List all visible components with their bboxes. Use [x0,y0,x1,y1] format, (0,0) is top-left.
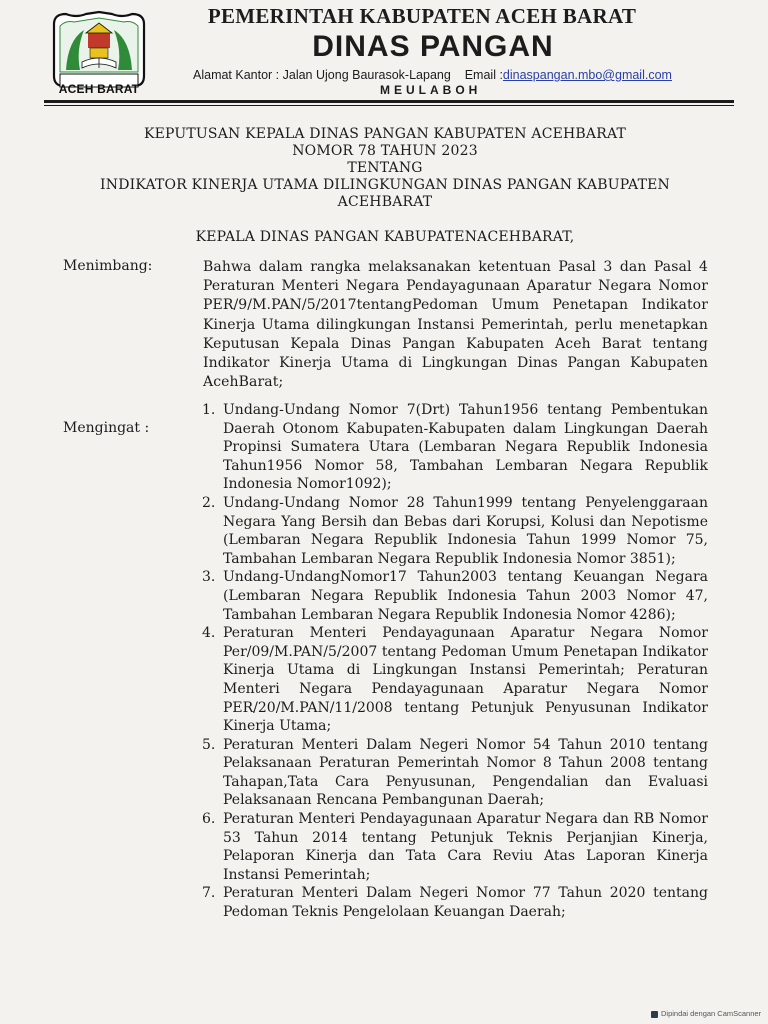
recalling-label: Mengingat : [63,420,150,436]
list-item: 1. Undang-Undang Nomor 7(Drt) Tahun1956 tentang Pembentukan Daerah Otonom Kabupaten-Kabupaten dalam Lingkungan Daerah Propinsi Sumatera Utara (Lembaran Negara Republik Indonesia Tahun1956 Nomor 58, Tambahan Lembaran Negara Republik Indonesia Nomor1092); [202,402,708,493]
emblem-caption: ACEH BARAT [58,82,140,96]
title-line-4: INDIKATOR KINERJA UTAMA DILINGKUNGAN DINAS PANGAN KABUPATEN [100,177,670,193]
letterhead-divider-thin [44,105,734,106]
list-item: 4. Peraturan Menteri Pendayagunaan Aparatur Negara Nomor Per/09/M.PAN/5/2007 tentang Pedoman Umum Penetapan Indikator Kinerja Utama di Lingkungan Instansi Pemerintah; Peraturan Menteri Negara Pendayagunaan Aparatur Negara Nomor PER/20/M.PAN/11/2008 tentang Petunjuk Penyusunan Indikator Kinerja Utama; [202,625,708,735]
letterhead-divider-thick [44,100,734,103]
email-link[interactable]: dinaspangan.mbo@gmail.com [502,68,672,82]
agency-name: DINAS PANGAN [312,30,554,63]
title-line-2: NOMOR 78 TAHUN 2023 [292,143,478,159]
list-item: 2. Undang-Undang Nomor 28 Tahun1999 tentang Penyelenggaraan Negara Yang Bersih dan Bebas dari Korupsi, Kolusi dan Nepotisme (Lembaran Negara Republik Indonesia Tahun 1999 Nomor 75, Tambahan Lembaran Negara Republik Indonesia Nomor 3851); [202,494,708,567]
list-item: 3. Undang-UndangNomor17 Tahun2003 tentang Keuangan Negara (Lembaran Negara Republik Indonesia Tahun 2003 Nomor 47, Tambahan Lembaran Negara Republik Indonesia Nomor 4286); [202,569,708,623]
title-line-1: KEPUTUSAN KEPALA DINAS PANGAN KABUPATEN ACEHBARAT [143,126,627,142]
title-line-5: ACEHBARAT [337,194,433,210]
scanner-watermark [651,1009,761,1018]
legal-reference-list [200,401,708,922]
list-item: 7. Peraturan Menteri Dalam Negeri Nomor 77 Tahun 2020 tentang Pedoman Teknis Pengelolaan Keuangan Daerah; [202,885,708,921]
scanner-note: Dipindai dengan CamScanner [661,1009,762,1018]
email-label: Email : [464,68,503,82]
office-address [193,68,713,82]
title-line-3: TENTANG [347,160,423,176]
city-name: MEULABOH [380,83,482,97]
government-name: PEMERINTAH KABUPATEN ACEH BARAT [207,4,637,28]
address-text: Alamat Kantor : Jalan Ujong Baurasok-Lapang [193,68,451,82]
considering-label: Menimbang: [63,258,153,274]
list-item: 5. Peraturan Menteri Dalam Negeri Nomor 54 Tahun 2010 tentang Pelaksanaan Peraturan Pemerintah Nomor 8 Tahun 2008 tentang Tahapan,Tata Cara Penyusunan, Pengendalian dan Evaluasi Pelaksanaan Rencana Pembangunan Daerah; [202,736,708,809]
considering-text: Bahwa dalam rangka melaksanakan ketentuan Pasal 3 dan Pasal 4 Peraturan Menteri Negara Pendayagunaan Aparatur Negara Nomor PER/9/M.PAN/5/2017tentangPedoman Umum Penetapan Indikator Kinerja Utama dilingkungan Instansi Pemerintah, perlu menetapkan Keputusan Kepala Dinas Pangan Kabupaten Aceh Barat tentang Indikator Kinerja Utama di Lingkungan Dinas Pangan Kabupaten AcehBarat; [203,259,708,391]
regency-emblem [46,10,152,102]
decree-title [60,126,710,211]
camscanner-icon [651,1011,658,1018]
list-item: 6. Peraturan Menteri Pendayagunaan Aparatur Negara dan RB Nomor 53 Tahun 2014 tentang Petunjuk Teknis Perjanjian Kinerja, Pelaporan Kinerja dan Tata Cara Reviu Atas Laporan Kinerja Instansi Pemerintah; [202,811,708,883]
issuing-official: KEPALA DINAS PANGAN KABUPATENACEHBARAT, [195,229,575,245]
